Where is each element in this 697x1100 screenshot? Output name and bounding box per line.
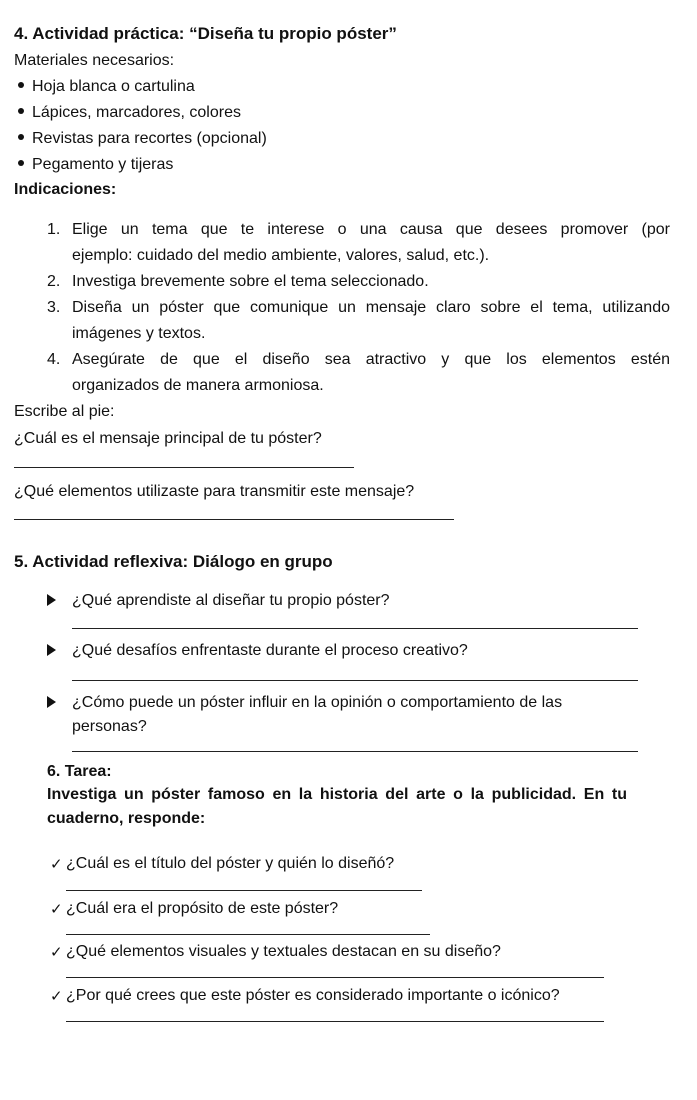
arrow-bullet-icon: [47, 694, 56, 712]
check-icon: ✓: [50, 900, 63, 918]
arrow-bullet-icon: [47, 592, 56, 610]
section4-title: 4. Actividad práctica: “Diseña tu propio póster”: [14, 24, 397, 43]
materials-label: Materiales necesarios:: [14, 52, 175, 69]
reflection-question: ¿Qué desafíos enfrentaste durante el proceso creativo?: [72, 642, 468, 659]
task-question: ¿Cuál era el propósito de este póster?: [66, 900, 339, 917]
answer-line: [66, 890, 422, 891]
step-text: Diseña un póster que comunique un mensaje claro sobre el tema, utilizando: [72, 299, 670, 316]
step-text: Investiga brevemente sobre el tema seleccionado.: [72, 273, 429, 290]
arrow-bullet-icon: [47, 642, 56, 660]
check-icon: ✓: [50, 855, 63, 873]
step-number: 1.: [47, 221, 61, 238]
bullet-icon: [18, 134, 24, 140]
step-number: 3.: [47, 299, 61, 316]
reflection-question-cont: personas?: [72, 718, 147, 735]
section6-title: 6. Tarea:: [47, 763, 112, 780]
task-prompt: Investiga un póster famoso en la historia del arte o la publicidad. En tu: [47, 786, 627, 803]
step-number: 4.: [47, 351, 61, 368]
answer-line: [66, 1021, 604, 1022]
answer-line: [72, 680, 638, 681]
bullet-icon: [18, 160, 24, 166]
answer-line: [72, 751, 638, 752]
task-prompt-cont: cuaderno, responde:: [47, 810, 206, 827]
step-text: Elige un tema que te interese o una causa que desees promover (por: [72, 221, 670, 238]
step-text-cont: imágenes y textos.: [72, 325, 206, 342]
section5-title: 5. Actividad reflexiva: Diálogo en grupo: [14, 552, 333, 571]
step-number: 2.: [47, 273, 61, 290]
bullet-icon: [18, 108, 24, 114]
check-icon: ✓: [50, 943, 63, 961]
question-main-message: ¿Cuál es el mensaje principal de tu póster?: [14, 430, 322, 447]
material-item: Pegamento y tijeras: [18, 156, 173, 174]
question-elements: ¿Qué elementos utilizaste para transmitir este mensaje?: [14, 483, 415, 500]
task-question: ¿Qué elementos visuales y textuales destacan en su diseño?: [66, 943, 501, 960]
step-text-cont: ejemplo: cuidado del medio ambiente, valores, salud, etc.).: [72, 247, 490, 264]
answer-line: [66, 977, 604, 978]
task-question: ¿Cuál es el título del póster y quién lo diseñó?: [66, 855, 395, 872]
answer-line: [14, 519, 454, 520]
step-text: Asegúrate de que el diseño sea atractivo y que los elementos estén: [72, 351, 670, 368]
footer-label: Escribe al pie:: [14, 403, 115, 420]
reflection-question: ¿Cómo puede un póster influir en la opinión o comportamiento de las: [72, 694, 563, 711]
answer-line: [66, 934, 430, 935]
step-text-cont: organizados de manera armoniosa.: [72, 377, 324, 394]
check-icon: ✓: [50, 987, 63, 1005]
answer-line: [14, 467, 354, 468]
answer-line: [72, 628, 638, 629]
task-question: ¿Por qué crees que este póster es considerado importante o icónico?: [66, 987, 560, 1004]
bullet-icon: [18, 82, 24, 88]
material-item: Revistas para recortes (opcional): [18, 130, 267, 148]
reflection-question: ¿Qué aprendiste al diseñar tu propio póster?: [72, 592, 390, 609]
material-item: Lápices, marcadores, colores: [18, 104, 241, 122]
instructions-label: Indicaciones:: [14, 181, 117, 198]
material-item: Hoja blanca o cartulina: [18, 78, 195, 96]
